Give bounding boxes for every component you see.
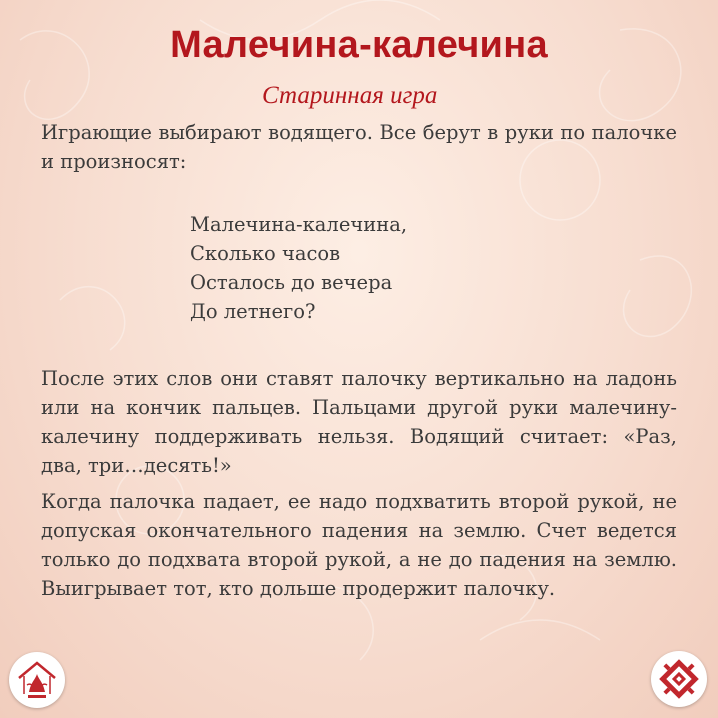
poem-block bbox=[190, 210, 407, 326]
house-bird-emblem-icon bbox=[9, 652, 65, 708]
poem-line: Малечина-калечина, bbox=[190, 213, 408, 236]
page-title: Малечина-калечина bbox=[170, 24, 548, 66]
page-subtitle: Старинная игра bbox=[262, 82, 438, 109]
rules-paragraph: После этих слов они ставят палочку вертикально на ладонь или на кончик пальцев. Пальцами другой руки малечину-калечину поддерживать нельзя. Водящий считает: «Раз, два, три…десять!» bbox=[41, 367, 677, 477]
ornament-emblem-icon bbox=[651, 651, 707, 707]
poem-line: До летнего? bbox=[190, 300, 316, 323]
intro-paragraph: Играющие выбирают водящего. Все берут в руки по палочке и произносят: bbox=[41, 121, 677, 173]
poem-line: Сколько часов bbox=[190, 242, 341, 265]
poem-line: Осталось до вечера bbox=[190, 271, 393, 294]
scoring-paragraph: Когда палочка падает, ее надо подхватить второй рукой, не допуская окончательного падения на землю. Счет ведется только до подхвата второй рукой, а не до падения на землю. Выигрывает тот, кто дольше продержит палочку. bbox=[41, 490, 677, 600]
